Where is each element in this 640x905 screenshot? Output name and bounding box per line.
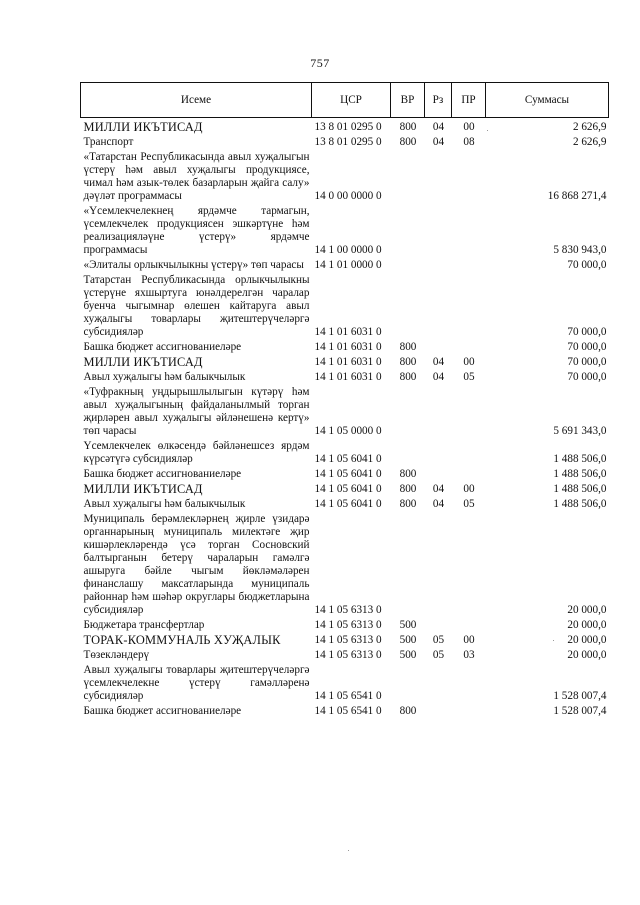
row-sum: 70 000,0 [567, 259, 607, 271]
row-vr-code [391, 259, 425, 274]
row-pr-code: 00 [463, 121, 475, 133]
row-name: Башка бюджет ассигнованиеләре [83, 705, 242, 717]
row-sum: 1 488 506,0 [553, 468, 607, 480]
table-row [81, 151, 609, 205]
table-row [81, 634, 609, 649]
row-name: «Туфракның уңдырышлылыгын күтәрү һәм авыл хуҗалыгының файдаланылмый торган җирләрен авыл хуҗалыгы әйләнешенә кертү» төп чарасы [83, 386, 310, 437]
table-row [81, 468, 609, 483]
row-vr-code: 800 [399, 483, 417, 495]
table-row [81, 664, 609, 705]
row-csr-code: 14 1 01 6031 0 [314, 326, 382, 338]
row-name: Татарстан Республикасында орлыкчылыкны үстерүне яхшыртуга юнәлдерелгән чаралар буенча чыгымнар өлешен кайтаруга авыл хуҗалыгы товарлары җитештерүчеләргә субсидияләр [83, 274, 310, 338]
row-rz-code: 04 [432, 371, 445, 383]
row-sum: 70 000,0 [567, 356, 607, 368]
row-csr-code: 13 8 01 0295 0 [314, 121, 382, 133]
header-name: Исеме [81, 83, 312, 118]
row-name: Бюджетара трансфертлар [83, 619, 205, 631]
row-pr-code: 00 [463, 356, 475, 368]
row-pr-code: 00 [463, 483, 475, 495]
page-number: 757 [310, 56, 330, 70]
row-pr-code [452, 151, 486, 205]
row-sum: 2 626,9 [572, 136, 607, 148]
row-sum: 70 000,0 [567, 326, 607, 338]
row-csr-code: 14 1 01 0000 0 [314, 259, 382, 271]
row-vr-code: 800 [399, 341, 417, 353]
row-csr-code: 14 1 05 0000 0 [314, 425, 382, 437]
row-sum: 5 691 343,0 [553, 425, 607, 437]
row-rz-code [425, 468, 452, 483]
row-sum: 16 868 271,4 [547, 190, 607, 202]
row-csr-code: 14 1 05 6041 0 [314, 498, 382, 510]
header-rz: Рз [425, 83, 452, 118]
row-rz-code [425, 341, 452, 356]
row-sum: 70 000,0 [567, 371, 607, 383]
row-pr-code: 05 [463, 498, 475, 510]
row-sum: 20 000,0 [567, 634, 607, 646]
row-pr-code [452, 468, 486, 483]
row-rz-code [425, 705, 452, 720]
row-name: «Үсемлекчелекнең ярдәмче тармагын, үсемлекчелек продукциясен эшкәртүне һәм реализацияләүне үстерү» ярдәмче программасы [83, 205, 310, 256]
row-vr-code: 800 [399, 468, 417, 480]
row-name: «Элиталы орлыкчылыкны үстерү» төп чарасы [83, 259, 304, 271]
budget-table [80, 82, 609, 720]
row-rz-code [425, 274, 452, 341]
row-sum: 1 488 506,0 [553, 483, 607, 495]
row-vr-code [391, 440, 425, 468]
row-name: Башка бюджет ассигнованиеләре [83, 468, 242, 480]
table-row [81, 498, 609, 513]
scan-speck [348, 850, 349, 851]
row-vr-code: 800 [399, 498, 417, 510]
row-csr-code: 14 1 00 0000 0 [314, 244, 382, 256]
table-row [81, 513, 609, 619]
row-rz-code [425, 513, 452, 619]
row-name: МИЛЛИ ИКЪТИСАД [83, 482, 203, 496]
row-csr-code: 13 8 01 0295 0 [314, 136, 382, 148]
row-name: Үсемлекчелек өлкәсендә бәйләнешсез ярдәм күрсәтүгә субсидияләр [83, 440, 310, 465]
row-rz-code: 04 [432, 483, 445, 495]
row-rz-code [425, 205, 452, 259]
row-name: Авыл хуҗалыгы һәм балыкчылык [83, 498, 246, 510]
row-pr-code: 08 [463, 136, 475, 148]
row-sum: 20 000,0 [567, 649, 607, 661]
row-vr-code [391, 205, 425, 259]
row-vr-code [391, 386, 425, 440]
scan-speck [553, 640, 554, 641]
row-sum: 2 626,9 [572, 121, 607, 133]
row-pr-code [452, 440, 486, 468]
row-sum: 70 000,0 [567, 341, 607, 353]
row-rz-code: 04 [432, 356, 445, 368]
row-sum: 1 528 007,4 [553, 705, 607, 717]
row-pr-code [452, 205, 486, 259]
row-pr-code [452, 386, 486, 440]
row-name: Муниципаль берәмлекләрнең җирле үзидарә органнарының муниципаль милектәге җир кишәрлекләрендә үсә торган Сосновский балтырганын бетерү чараларын гамәлгә ашыруга бәйле чыгым йөкләмәләрен финанслашу максатларында муниципаль районнар һәм шәһәр округлары бюджетларына субсидияләр [83, 513, 310, 616]
row-vr-code: 800 [399, 705, 417, 717]
row-rz-code [425, 386, 452, 440]
row-name: Транспорт [83, 136, 134, 148]
row-pr-code [452, 664, 486, 705]
table-row [81, 386, 609, 440]
row-csr-code: 14 1 05 6541 0 [314, 690, 382, 702]
header-pr: ПР [452, 83, 486, 118]
row-name: «Татарстан Республикасында авыл хуҗалыгын үстерү һәм авыл хуҗалыгы продукциясе, чимал һәм азык-төлек базарларын җайга салу» дәүләт программасы [83, 151, 310, 202]
table-row [81, 356, 609, 371]
row-pr-code [452, 341, 486, 356]
row-rz-code: 05 [432, 634, 445, 646]
table-row [81, 371, 609, 386]
row-vr-code [391, 664, 425, 705]
row-csr-code: 14 1 05 6041 0 [314, 453, 382, 465]
scan-speck [487, 130, 488, 131]
row-rz-code [425, 151, 452, 205]
row-vr-code: 500 [399, 649, 417, 661]
row-pr-code: 00 [463, 634, 475, 646]
row-rz-code: 04 [432, 498, 445, 510]
table-row [81, 341, 609, 356]
row-sum: 20 000,0 [567, 604, 607, 616]
row-name: Авыл хуҗалыгы һәм балыкчылык [83, 371, 246, 383]
row-csr-code: 14 1 05 6313 0 [314, 634, 382, 646]
table-row [81, 649, 609, 664]
row-sum: 1 488 506,0 [553, 498, 607, 510]
table-row [81, 619, 609, 634]
row-pr-code [452, 513, 486, 619]
row-sum: 1 488 506,0 [553, 453, 607, 465]
row-name: Төзекләндерү [83, 649, 150, 661]
row-vr-code [391, 513, 425, 619]
row-rz-code [425, 619, 452, 634]
row-pr-code [452, 705, 486, 720]
row-name: ТОРАК-КОММУНАЛЬ ХУҖАЛЫК [83, 633, 281, 647]
row-sum: 5 830 943,0 [553, 244, 607, 256]
table-body [81, 118, 609, 721]
row-csr-code: 14 1 05 6313 0 [314, 604, 382, 616]
row-rz-code [425, 664, 452, 705]
row-name: Башка бюджет ассигнованиеләре [83, 341, 242, 353]
row-name: МИЛЛИ ИКЪТИСАД [83, 120, 203, 134]
table-row [81, 259, 609, 274]
row-csr-code: 14 1 01 6031 0 [314, 371, 382, 383]
row-vr-code: 800 [399, 136, 417, 148]
row-vr-code: 800 [399, 356, 417, 368]
row-pr-code: 05 [463, 371, 475, 383]
row-vr-code: 800 [399, 121, 417, 133]
header-sum: Суммасы [486, 83, 609, 118]
table-row [81, 483, 609, 498]
table-row [81, 136, 609, 151]
table-row [81, 118, 609, 137]
row-csr-code: 14 1 01 6031 0 [314, 356, 382, 368]
row-pr-code [452, 274, 486, 341]
table-row [81, 440, 609, 468]
row-vr-code: 500 [399, 619, 417, 631]
table-row [81, 274, 609, 341]
row-vr-code: 500 [399, 634, 417, 646]
row-csr-code: 14 1 05 6313 0 [314, 649, 382, 661]
table-header-row [81, 83, 609, 118]
row-name: МИЛЛИ ИКЪТИСАД [83, 355, 203, 369]
header-vr: ВР [391, 83, 425, 118]
row-csr-code: 14 1 05 6541 0 [314, 705, 382, 717]
row-csr-code: 14 1 05 6041 0 [314, 483, 382, 495]
row-name: Авыл хуҗалыгы товарлары җитештерүчеләргә үсемлекчелекне үстерү гамәлләренә субсидияләр [83, 664, 310, 702]
row-rz-code: 04 [432, 136, 445, 148]
row-csr-code: 14 1 05 6041 0 [314, 468, 382, 480]
row-rz-code: 05 [432, 649, 445, 661]
row-vr-code [391, 151, 425, 205]
row-csr-code: 14 1 01 6031 0 [314, 341, 382, 353]
row-rz-code [425, 440, 452, 468]
row-pr-code [452, 619, 486, 634]
row-pr-code: 03 [463, 649, 475, 661]
row-sum: 20 000,0 [567, 619, 607, 631]
row-rz-code [425, 259, 452, 274]
table-row [81, 705, 609, 720]
row-sum: 1 528 007,4 [553, 690, 607, 702]
table-row [81, 205, 609, 259]
row-csr-code: 14 1 05 6313 0 [314, 619, 382, 631]
row-csr-code: 14 0 00 0000 0 [314, 190, 382, 202]
row-vr-code [391, 274, 425, 341]
row-rz-code: 04 [432, 121, 445, 133]
row-pr-code [452, 259, 486, 274]
row-vr-code: 800 [399, 371, 417, 383]
header-csr: ЦСР [312, 83, 391, 118]
